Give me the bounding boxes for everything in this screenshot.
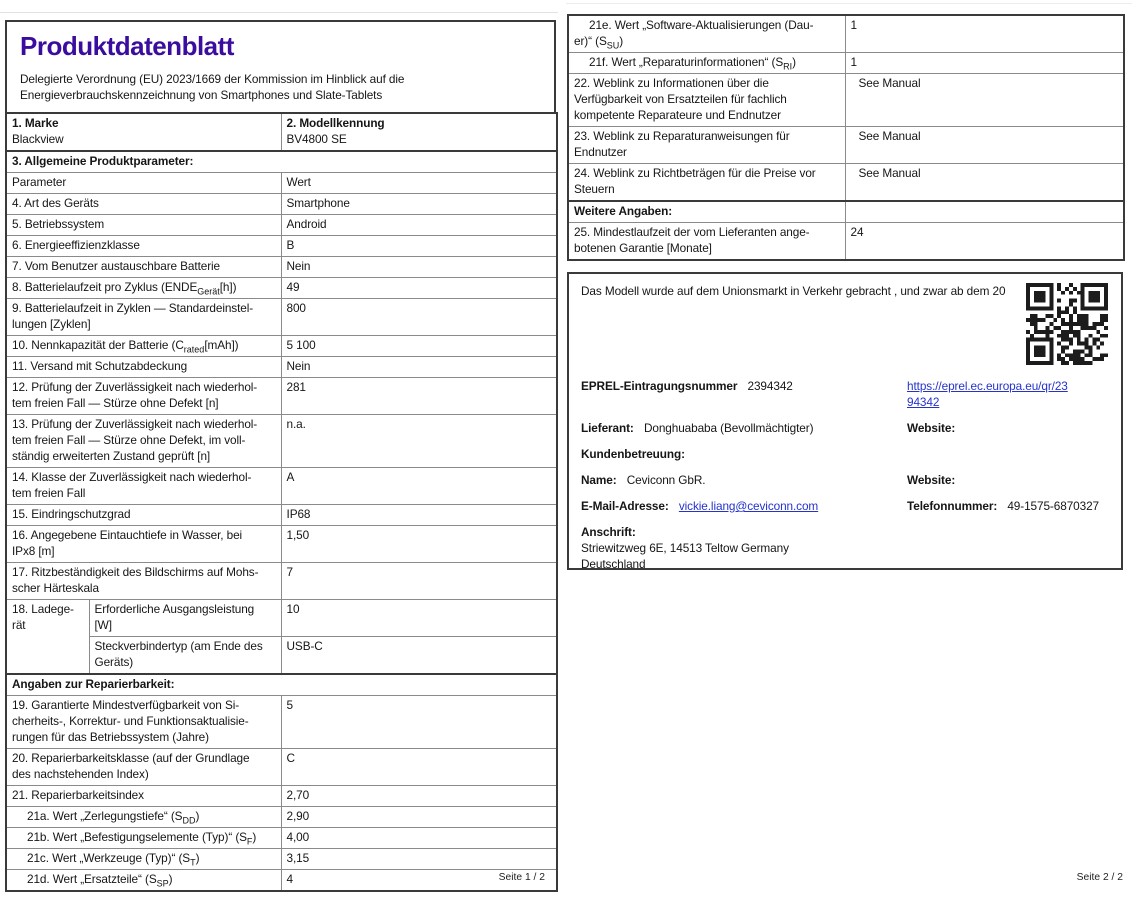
param-value: Smartphone xyxy=(281,194,557,215)
section-label: 3. Allgemeine Produktparameter: xyxy=(6,151,557,173)
section-row xyxy=(568,201,1124,223)
address-label: Anschrift: xyxy=(581,525,636,539)
supplier-value: Donghuababa (Bevollmächtigter) xyxy=(643,421,814,435)
table-row xyxy=(6,236,557,257)
param-label: 21b. Wert „Befestigungselemente (Typ)“ $(S_F)$ xyxy=(6,828,281,849)
param-label: 13. Prüfung der Zuverlässigkeit nach wiederhol- tem freien Fall — Stürze ohne Defekt, im voll- ständig erweiterten Zustand geprüft [n] xyxy=(6,415,281,468)
param-value: 1 xyxy=(845,15,1124,53)
page1-rows xyxy=(6,151,557,891)
phone-label: Telefonnummer: xyxy=(907,499,998,513)
column-header-row xyxy=(6,173,557,194)
param-value: 4 xyxy=(281,870,557,892)
param-value: 1 xyxy=(845,53,1124,74)
table-row xyxy=(6,696,557,749)
name-row xyxy=(581,472,1109,488)
page-1 xyxy=(5,20,556,892)
table-row xyxy=(6,357,557,378)
page2-rows xyxy=(568,15,1124,260)
param-value: 800 xyxy=(281,299,557,336)
email-link[interactable]: vickie.liang@ceviconn.com xyxy=(678,499,819,513)
param-value: 1,50 xyxy=(281,526,557,563)
param-label: 14. Klasse der Zuverlässigkeit nach wiederhol- tem freien Fall xyxy=(6,468,281,505)
product-parameters-table-continued xyxy=(567,14,1125,261)
table-row xyxy=(6,526,557,563)
table-row xyxy=(6,215,557,236)
param-label: 15. Eindringschutzgrad xyxy=(6,505,281,526)
column-header-parameter: Parameter xyxy=(6,173,281,194)
support-row xyxy=(581,446,1109,462)
table-row xyxy=(6,278,557,299)
market-placement-text: Das Modell wurde auf dem Unionsmarkt in Verkehr gebracht , und zwar ab dem 20 xyxy=(581,284,1006,298)
table-row xyxy=(6,194,557,215)
table-row xyxy=(568,223,1124,261)
page-2 xyxy=(567,14,1123,570)
param-label: 23. Weblink zu Reparaturanweisungen für Endnutzer xyxy=(568,127,845,164)
model-value: BV4800 SE xyxy=(286,132,347,146)
email-row xyxy=(581,498,1109,514)
address-line1: Striewitzweg 6E, 14513 Teltow Germany xyxy=(581,541,789,555)
param-label: 6. Energieeffizienzklasse xyxy=(6,236,281,257)
param-label: Erforderliche Ausgangsleistung [W] xyxy=(89,600,281,637)
page1-paper-edge xyxy=(0,12,558,13)
supplier-label: Lieferant: xyxy=(581,421,634,435)
table-row xyxy=(6,336,557,357)
param-value: 7 xyxy=(281,563,557,600)
param-value: 281 xyxy=(281,378,557,415)
eprel-number: 2394342 xyxy=(747,379,793,393)
name-label: Name: xyxy=(581,473,617,487)
column-header-value: Wert xyxy=(281,173,557,194)
model-cell xyxy=(281,113,557,151)
param-value: Nein xyxy=(281,257,557,278)
page-title: Produktdatenblatt xyxy=(20,31,234,61)
footer-page2: Seite 2 / 2 xyxy=(1076,872,1123,883)
product-parameters-table xyxy=(5,112,558,892)
param-label: 16. Angegebene Eintauchtiefe in Wasser, bei IPx8 [m] xyxy=(6,526,281,563)
support-label: Kundenbetreuung: xyxy=(581,447,685,461)
param-label: 12. Prüfung der Zuverlässigkeit nach wiederhol- tem freien Fall — Stürze ohne Defekt [n] xyxy=(6,378,281,415)
brand-cell xyxy=(6,113,281,151)
table-row xyxy=(6,505,557,526)
brand-value: Blackview xyxy=(12,132,64,146)
param-label: 9. Batterielaufzeit in Zyklen — Standardeinstel- lungen [Zyklen] xyxy=(6,299,281,336)
param-group-label: 18. Ladege- rät xyxy=(6,600,89,675)
section-row xyxy=(6,151,557,173)
eprel-link[interactable]: https://eprel.ec.europa.eu/qr/23 94342 xyxy=(907,379,1068,409)
param-value: 24 xyxy=(845,223,1124,261)
param-label: 20. Reparierbarkeitsklasse (auf der Grundlage des nachstehenden Index) xyxy=(6,749,281,786)
qr-code-icon xyxy=(1026,283,1108,365)
supplier-row xyxy=(581,420,1109,436)
table-row xyxy=(568,15,1124,53)
table-row xyxy=(6,828,557,849)
footer-page1: Seite 1 / 2 xyxy=(498,872,545,883)
table-row xyxy=(568,127,1124,164)
table-row xyxy=(6,378,557,415)
param-label: 24. Weblink zu Richtbeträgen für die Preise vor Steuern xyxy=(568,164,845,202)
param-label: 21d. Wert „Ersatzteile“ $(S_{SP})$ xyxy=(6,870,281,892)
table-row xyxy=(6,563,557,600)
param-value: n.a. xyxy=(281,415,557,468)
brand-label: 1. Marke xyxy=(12,116,59,130)
table-row xyxy=(6,468,557,505)
email-label: E-Mail-Adresse: xyxy=(581,499,669,513)
param-value: See Manual xyxy=(845,127,1124,164)
param-value: C xyxy=(281,749,557,786)
param-label: 4. Art des Geräts xyxy=(6,194,281,215)
table-row xyxy=(6,257,557,278)
param-value: USB-C xyxy=(281,637,557,675)
param-value: A xyxy=(281,468,557,505)
param-label: 21c. Wert „Werkzeuge (Typ)“ $(S_T)$ xyxy=(6,849,281,870)
param-value: Android xyxy=(281,215,557,236)
regulation-subtitle: Delegierte Verordnung (EU) 2023/1669 der Kommission im Hinblick auf die Energieverbrauchskennzeichnung von Smartphones und Slate-Tablets xyxy=(20,72,405,102)
page2-paper-edge xyxy=(566,3,1132,4)
param-label: 25. Mindestlaufzeit der vom Lieferanten ange- botenen Garantie [Monate] xyxy=(568,223,845,261)
param-value: 3,15 xyxy=(281,849,557,870)
address-line2: Deutschland xyxy=(581,557,646,571)
param-value: 10 xyxy=(281,600,557,637)
param-value: 2,70 xyxy=(281,786,557,807)
website-label: Website: xyxy=(907,421,956,435)
model-label: 2. Modellkennung xyxy=(286,116,385,130)
table-row xyxy=(6,637,557,675)
table-row xyxy=(6,415,557,468)
param-value: 4,00 xyxy=(281,828,557,849)
table-row xyxy=(568,53,1124,74)
param-label: 21f. Wert „Reparaturinformationen“ $(S_{RI})$ xyxy=(568,53,845,74)
param-value: IP68 xyxy=(281,505,557,526)
eprel-row xyxy=(581,378,1109,410)
param-value xyxy=(845,201,1124,223)
table-row xyxy=(568,74,1124,127)
table-row xyxy=(6,749,557,786)
param-label: 10. Nennkapazität der Batterie $(C_{rated}[mAh])$ xyxy=(6,336,281,357)
param-value: See Manual xyxy=(845,164,1124,202)
param-label: 17. Ritzbeständigkeit des Bildschirms auf Mohs- scher Härteskala xyxy=(6,563,281,600)
param-value: 5 100 xyxy=(281,336,557,357)
eprel-label: EPREL-Eintragungsnummer xyxy=(581,379,738,393)
param-label: 22. Weblink zu Informationen über die Verfügbarkeit von Ersatzteilen für fachlich kompetente Reparateure und Endnutzer xyxy=(568,74,845,127)
table-row xyxy=(6,849,557,870)
param-value: 49 xyxy=(281,278,557,299)
param-value: 5 xyxy=(281,696,557,749)
param-label: 11. Versand mit Schutzabdeckung xyxy=(6,357,281,378)
param-label: 8. Batterielaufzeit pro Zyklus $(ENDE_{Gerät}[h])$ xyxy=(6,278,281,299)
param-value: B xyxy=(281,236,557,257)
param-value: See Manual xyxy=(845,74,1124,127)
phone-value: 49-1575-6870327 xyxy=(1007,499,1099,513)
param-label: 7. Vom Benutzer austauschbare Batterie xyxy=(6,257,281,278)
param-value: 2,90 xyxy=(281,807,557,828)
param-label: 19. Garantierte Mindestverfügbarkeit von Si- cherheits-, Korrektur- und Funktionsaktualisie- rungen für das Betriebssystem (Jahre) xyxy=(6,696,281,749)
address-block xyxy=(581,524,1109,572)
param-label: 21. Reparierbarkeitsindex xyxy=(6,786,281,807)
param-label: 21a. Wert „Zerlegungstiefe“ $(S_{DD})$ xyxy=(6,807,281,828)
section-label: Weitere Angaben: xyxy=(568,201,845,223)
table-row xyxy=(6,786,557,807)
website-label-2: Website: xyxy=(907,473,956,487)
section-label: Angaben zur Reparierbarkeit: xyxy=(6,674,557,696)
brand-model-row xyxy=(6,113,557,151)
table-row xyxy=(6,299,557,336)
table-row xyxy=(568,164,1124,202)
name-value: Ceviconn GbR. xyxy=(626,473,706,487)
param-label: 5. Betriebssystem xyxy=(6,215,281,236)
table-row xyxy=(6,807,557,828)
param-label: 21e. Wert „Software-Aktualisierungen (Dau- er)“ $(S_{SU})$ xyxy=(568,15,845,53)
market-info-box xyxy=(567,272,1123,570)
section-row xyxy=(6,674,557,696)
title-block xyxy=(5,20,556,112)
param-label: Steckverbindertyp (am Ende des Geräts) xyxy=(89,637,281,675)
param-value: Nein xyxy=(281,357,557,378)
table-row xyxy=(6,600,557,637)
